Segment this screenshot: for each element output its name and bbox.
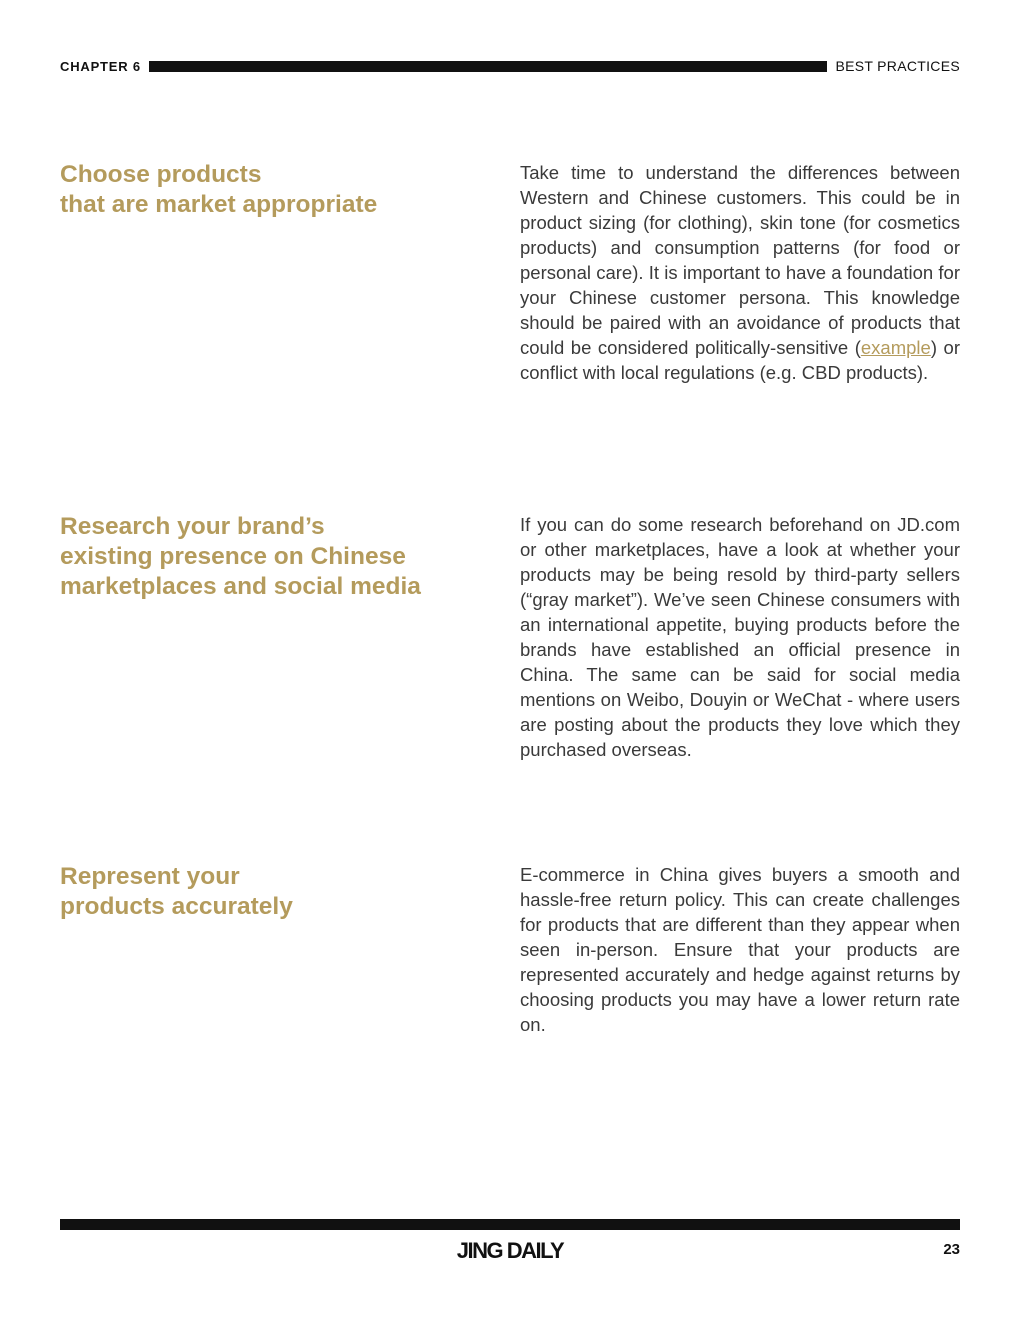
header-divider-bar [149,61,828,72]
footer-divider-bar [60,1219,960,1230]
section-heading: Represent your products accurately [60,863,293,920]
example-link[interactable]: example [860,337,931,358]
body-text-part: Take time to understand the differences between Western and Chinese customers. This could be in product sizing (for clothing), skin tone (for cosmetics products) and consumption patterns (for food or personal care). It is important to have a foundation for your Chinese customer persona. This knowledge should be paired with an avoidance of products that could be considered politically-sensitive ( [520,162,960,358]
section-body: E-commerce in China gives buyers a smooth and hassle-free return policy. This can create challenges for products that are different than they appear when seen in-person. Ensure that your products are represented accurately and hedge against returns by choosing products you may have a lower return rate on. [520,864,960,1035]
section-heading: Research your brand’s existing presence on Chinese marketplaces and social media [60,513,421,600]
section-body: If you can do some research beforehand on JD.com or other marketplaces, have a look at whether your products may be being resold by third-party sellers (“gray market”). We’ve seen Chinese consumers with an international appetite, buying products before the brands have established an official presence in China. The same can be said for social media mentions on Weibo, Douyin or WeChat - where users are posting about the products they love which they purchased overseas. [520,514,960,760]
body-text-part: ) or conflict with local regulations (e.g. CBD products). [520,337,960,383]
page-header [60,58,960,74]
section-heading: Choose products that are market appropriate [60,161,378,218]
page-number: 23 [943,1241,960,1258]
section-body [520,160,960,385]
chapter-label: CHAPTER 6 [60,58,141,74]
jing-daily-logo: JING DAILY [456,1238,564,1263]
section-label: BEST PRACTICES [835,58,960,74]
